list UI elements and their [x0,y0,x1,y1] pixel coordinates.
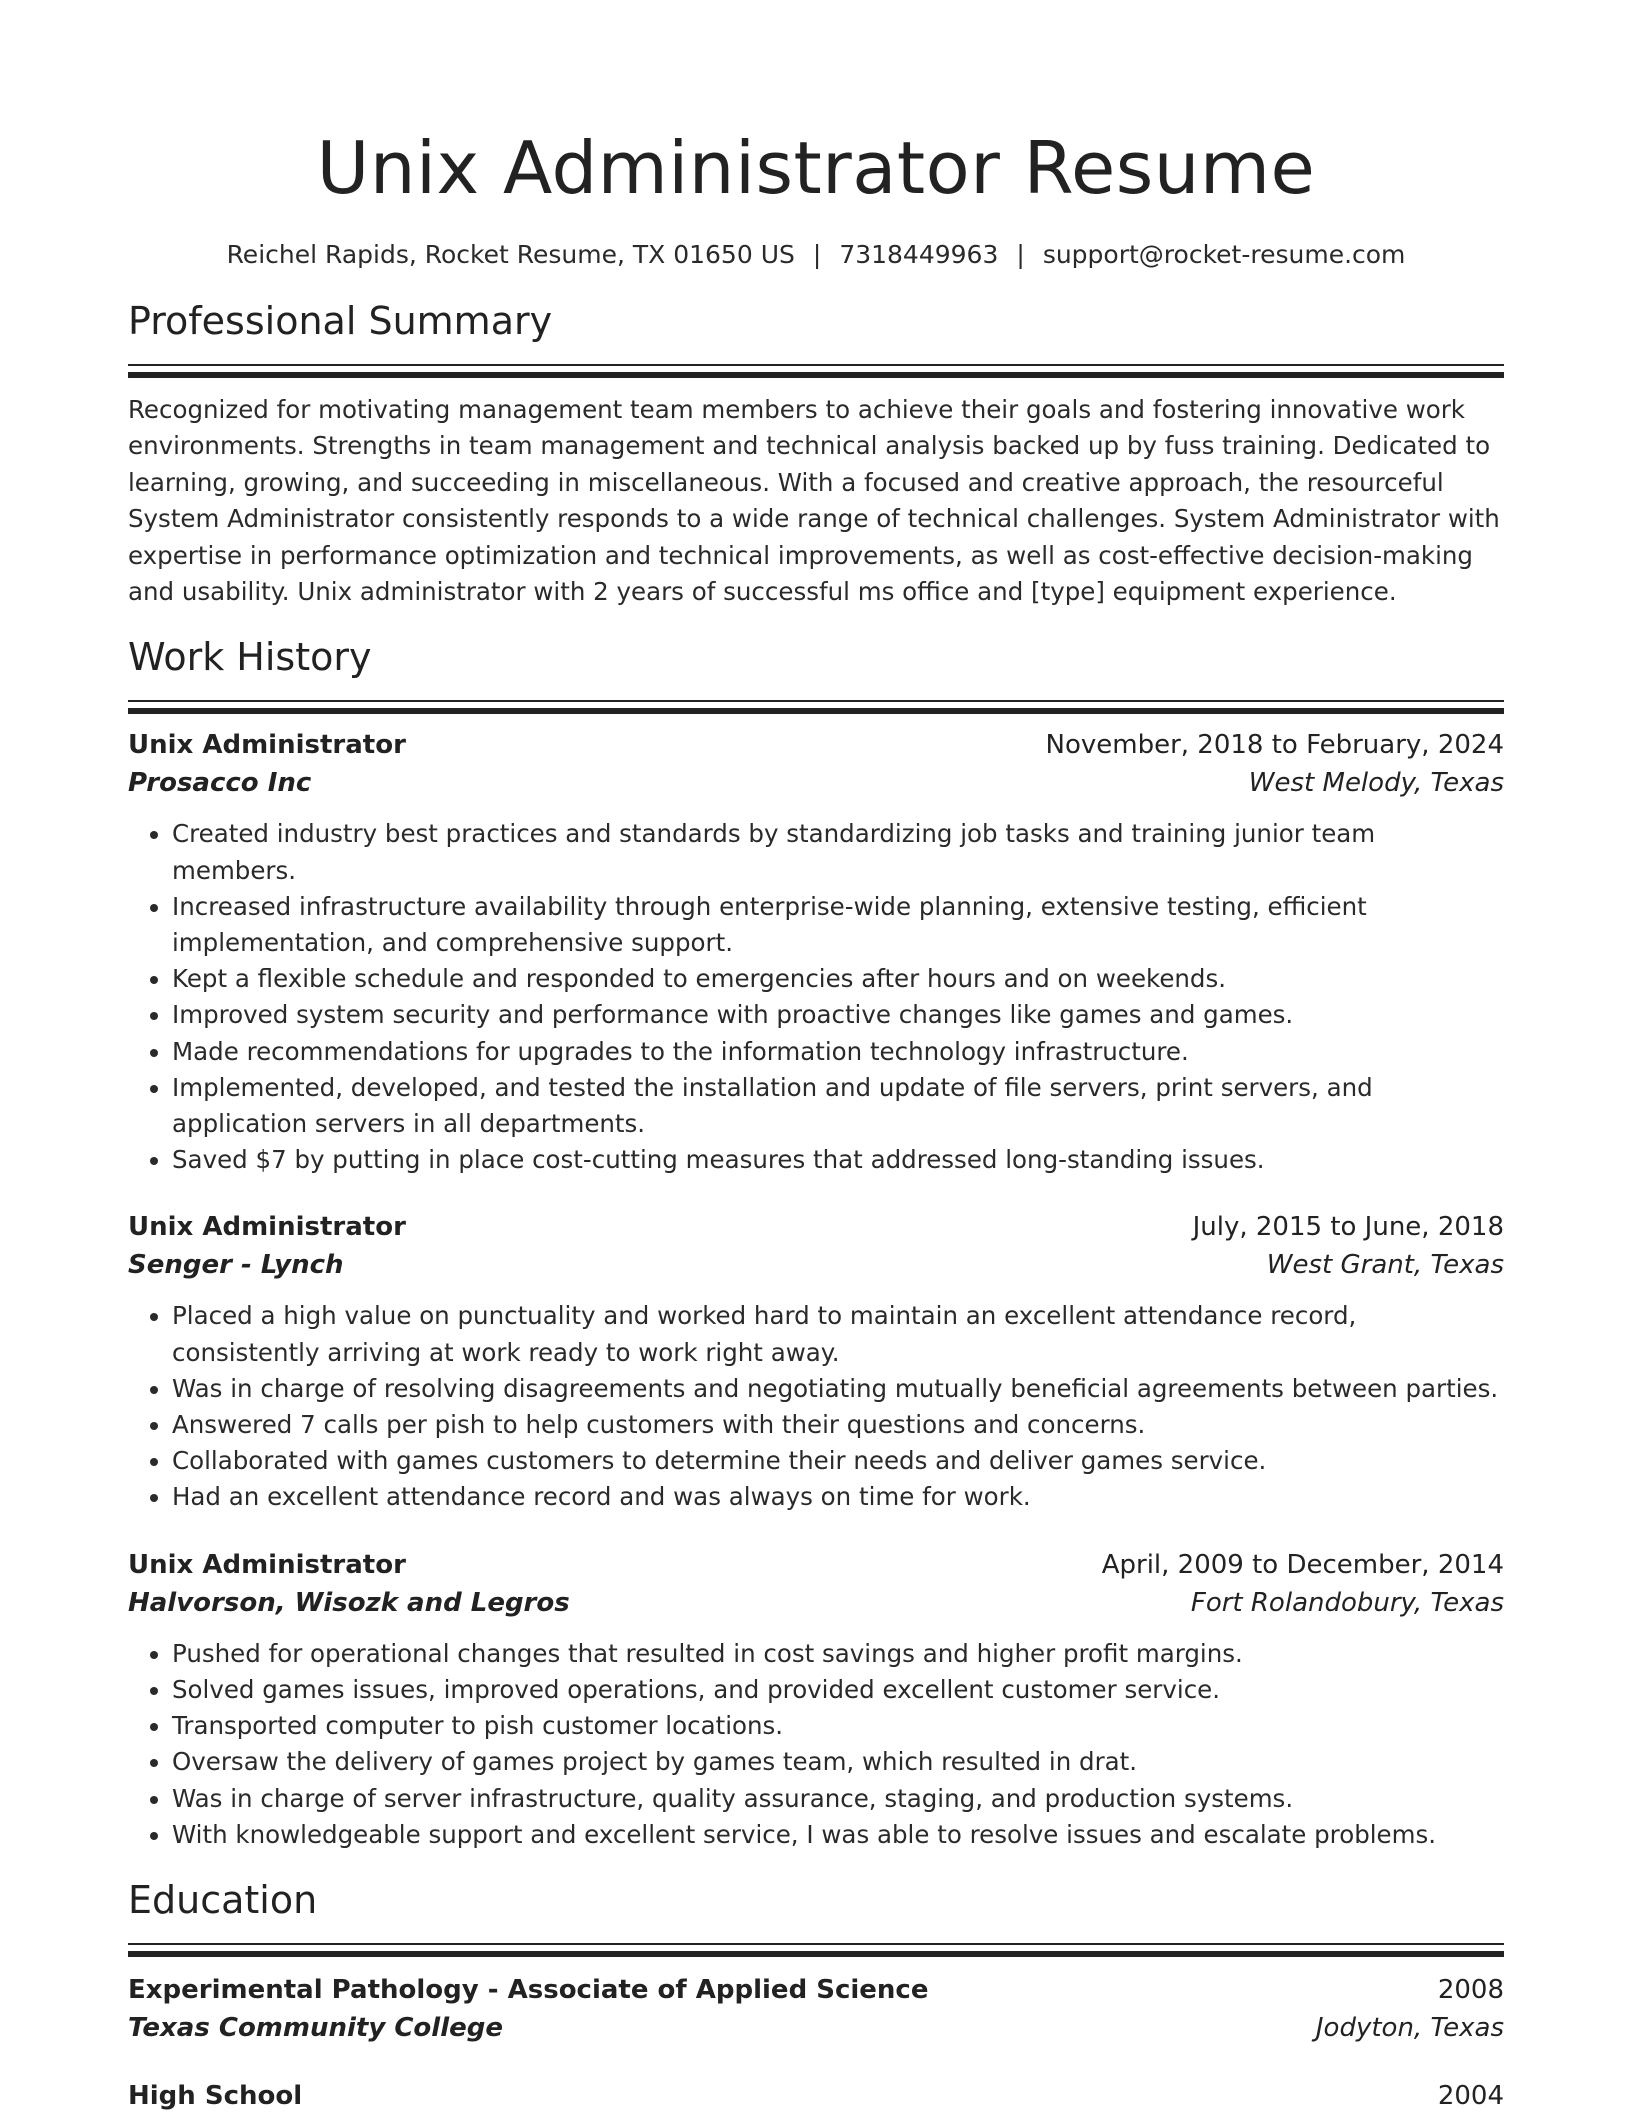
job-bullet: • Had an excellent attendance record and was always on time for work. [172,1479,1504,1515]
job-company: Halvorson, Wisozk and Legros [128,1587,570,1618]
job-company: Prosacco Inc [128,768,312,799]
job-bullet: • Increased infrastructure availability through enterprise-wide planning, extensive testing, efficient implementation, and comprehensive support. [172,889,1504,961]
job-entry [128,726,1504,1178]
resume-title: Unix Administrator Resume [316,126,1316,210]
contact-email[interactable]: support@rocket-resume.com [1042,240,1406,269]
education-year: 2008 [1437,1974,1504,2005]
job-bullet: • Pushed for operational changes that resulted in cost savings and higher profit margins. [172,1636,1504,1672]
job-bullet: • Oversaw the delivery of games project by games team, which resulted in drat. [172,1744,1504,1780]
job-entry [128,1546,1504,1853]
job-bullet: • Answered 7 calls per pish to help customers with their questions and concerns. [172,1407,1504,1443]
job-bullets [128,816,1504,1178]
education-school-row [128,2009,1504,2047]
job-location: West Melody, Texas [1248,768,1504,799]
job-bullet: • Implemented, developed, and tested the installation and update of file servers, print servers, and application servers in all departments. [172,1070,1504,1142]
contact-phone: 7318449963 [839,240,999,269]
job-bullets [128,1298,1504,1515]
education-entry [128,2077,1504,2115]
summary-text: Recognized for motivating management team members to achieve their goals and fostering innovative work environments. Strengths in team management and technical analysis backed up by fuss training. Dedicated to learning, growing, and succeeding in miscellaneous. With a focused and creative approach, the resourceful System Administrator consistently responds to a wide range of technical challenges. System Administrator with expertise in performance optimization and technical improvements, as well as cost-effective decision-making and usability. Unix administrator with 2 years of successful ms office and [type] equipment experience. [128,395,1500,607]
job-bullet: • Collaborated with games customers to determine their needs and deliver games service. [172,1443,1504,1479]
job-title: Unix Administrator [128,1549,406,1580]
job-header-row [128,726,1504,764]
contact-separator: | [1016,240,1025,269]
job-location: West Grant, Texas [1266,1250,1504,1281]
job-bullet: • With knowledgeable support and excellent service, I was able to resolve issues and escalate problems. [172,1817,1504,1853]
job-bullet: • Transported computer to pish customer locations. [172,1708,1504,1744]
job-location: Fort Rolandobury, Texas [1190,1587,1504,1618]
section-divider [128,1943,1504,1957]
contact-address: Reichel Rapids, Rocket Resume, TX 01650 US [226,240,795,269]
job-bullet: • Was in charge of resolving disagreements and negotiating mutually beneficial agreements between parties. [172,1371,1504,1407]
section-heading-education: Education [128,1877,318,1922]
job-dates: July, 2015 to June, 2018 [1192,1212,1504,1243]
job-entry [128,1208,1504,1515]
work-history-section [128,632,1504,1852]
education-entry [128,1971,1504,2047]
job-bullets [128,1636,1504,1853]
job-bullet: • Created industry best practices and standards by standardizing job tasks and training junior team members. [172,816,1504,888]
job-header-row [128,1546,1504,1584]
job-bullet: • Made recommendations for upgrades to the information technology infrastructure. [172,1034,1504,1070]
education-degree: Experimental Pathology - Associate of Applied Science [128,1974,929,2005]
section-divider [128,700,1504,714]
education-header-row [128,1971,1504,2009]
education-header-row [128,2077,1504,2115]
job-dates: April, 2009 to December, 2014 [1101,1549,1504,1580]
job-company-row [128,1246,1504,1284]
education-degree: High School [128,2080,303,2111]
job-dates: November, 2018 to February, 2024 [1045,730,1504,761]
education-location: Jodyton, Texas [1315,2012,1504,2043]
job-bullet: • Placed a high value on punctuality and worked hard to maintain an excellent attendance record, consistently arriving at work ready to work right away. [172,1298,1504,1370]
job-company-row [128,764,1504,802]
contact-separator: | [812,240,822,269]
summary-section [128,296,1504,610]
job-bullet: • Was in charge of server infrastructure, quality assurance, staging, and production systems. [172,1781,1504,1817]
section-divider [128,364,1504,378]
job-header-row [128,1208,1504,1246]
education-section [128,1875,1504,2115]
job-title: Unix Administrator [128,1212,406,1243]
section-heading-work-history: Work History [128,635,372,680]
job-bullet: • Saved $7 by putting in place cost-cutting measures that addressed long-standing issues. [172,1142,1504,1178]
job-title: Unix Administrator [128,730,406,761]
job-company-row [128,1584,1504,1622]
section-heading-summary: Professional Summary [128,299,553,343]
job-bullet: • Kept a flexible schedule and responded to emergencies after hours and on weekends. [172,961,1504,997]
job-bullet: • Solved games issues, improved operations, and provided excellent customer service. [172,1672,1504,1708]
education-school: Texas Community College [128,2012,503,2043]
contact-line [128,238,1504,272]
education-year: 2004 [1437,2080,1504,2111]
job-bullet: • Improved system security and performance with proactive changes like games and games. [172,997,1504,1033]
job-company: Senger - Lynch [128,1250,344,1281]
